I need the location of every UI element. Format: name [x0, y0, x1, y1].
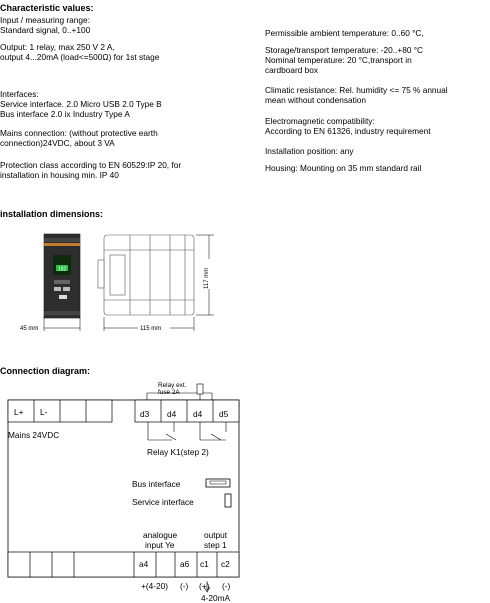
polarity-input-minus: (-) — [180, 581, 189, 591]
mains-label: Mains 24VDC — [8, 430, 60, 440]
fuse-label: fuse 2A — [158, 389, 180, 396]
spec-installation-position — [265, 146, 354, 156]
spec-protection — [0, 160, 181, 180]
connection-diagram — [0, 378, 248, 603]
device-outline — [8, 400, 239, 577]
spec-line: Electromagnetic compatibility: — [265, 116, 375, 126]
connection-title: Connection diagram: — [0, 366, 91, 376]
mains-terminal-block — [8, 400, 112, 422]
spec-line: Service interface. 2.0 Micro USB 2.0 Type B — [0, 99, 162, 109]
terminal-c1: c1 — [200, 559, 209, 569]
spec-line: Nominal temperature: 20 °C,transport in — [265, 55, 412, 65]
spec-line: Bus interface 2.0 ix Industry Type A — [0, 109, 130, 119]
terminal-a4: a4 — [139, 559, 149, 569]
spec-line: Climatic resistance: Rel. humidity <= 75 % annual — [265, 85, 448, 95]
terminal-d5: d5 — [219, 409, 229, 419]
service-interface-icon — [225, 494, 231, 507]
spec-storage-temp — [265, 45, 423, 75]
analogue-input-label: input Ye — [145, 540, 175, 550]
terminal-d3: d3 — [140, 409, 150, 419]
spec-line: connection)24VDC, about 3 VA — [0, 138, 115, 148]
width-dimension — [44, 317, 80, 331]
output-label: output — [204, 530, 228, 540]
spec-line: Interfaces: — [0, 89, 39, 99]
spec-output — [0, 42, 159, 62]
spec-input-range — [0, 15, 90, 35]
device-front-view — [44, 234, 80, 318]
bus-interface-slot — [210, 481, 226, 484]
spec-housing — [265, 163, 421, 173]
terminal-d4-second: d4 — [193, 409, 203, 419]
spec-line: Permissible ambient temperature: 0..60 °C, — [265, 28, 424, 38]
installation-title: installation dimensions: — [0, 209, 104, 219]
output-current-label: 4-20mA — [201, 593, 231, 603]
analogue-label: analogue — [143, 530, 178, 540]
spec-line: Standard signal, 0..+100 — [0, 25, 91, 35]
spec-line: Housing: Mounting on 35 mm standard rail — [265, 163, 422, 173]
terminal-l-minus: L- — [40, 407, 48, 417]
spec-line: Input / measuring range: — [0, 15, 90, 25]
relay-ext-label: Relay ext. — [158, 382, 187, 389]
terminal-l-plus: L+ — [14, 407, 24, 417]
bus-interface-label: Bus interface — [132, 479, 181, 489]
spec-climatic — [265, 85, 448, 105]
polarity-input-plus: +(4-20) — [141, 581, 168, 591]
spec-line: Output: 1 relay, max 250 V 2 A, — [0, 42, 115, 52]
terminal-d4-first: d4 — [167, 409, 177, 419]
spec-line: Storage/transport temperature: -20..+80 °C — [265, 45, 424, 55]
installation-drawing — [0, 225, 230, 337]
width-label: 45 mm — [20, 326, 39, 332]
service-interface-label: Service interface — [132, 497, 194, 507]
height-label: 117 mm — [204, 267, 210, 289]
spec-emc — [265, 116, 431, 136]
spec-line: mean without condensation — [265, 95, 367, 105]
spec-line: According to EN 61326, industry requirement — [265, 126, 431, 136]
output-step-label: step 1 — [204, 540, 227, 550]
spec-ambient-temp — [265, 28, 424, 38]
device-display-value: 182 — [57, 266, 67, 273]
terminal-c2: c2 — [221, 559, 230, 569]
spec-line: cardboard box — [265, 65, 319, 75]
spec-mains — [0, 128, 158, 148]
polarity-output-plus: (+) — [199, 581, 210, 591]
spec-line: installation in housing min. IP 40 — [0, 170, 119, 180]
spec-line: Mains connection: (without protective earth — [0, 128, 158, 138]
depth-label: 115 mm — [140, 326, 162, 332]
terminal-a6: a6 — [180, 559, 190, 569]
spec-line: Installation position: any — [265, 146, 354, 156]
spec-line: output 4...20mA (load<=500Ω) for 1st stage — [0, 52, 160, 62]
spec-interfaces — [0, 89, 162, 119]
device-side-view — [98, 235, 194, 315]
spec-line: Protection class according to EN 60529:IP 20, for — [0, 160, 182, 170]
relay-k1-label: Relay K1(step 2) — [147, 447, 209, 457]
characteristic-title: Characteristic values: — [0, 3, 94, 13]
polarity-output-minus: (-) — [222, 581, 231, 591]
